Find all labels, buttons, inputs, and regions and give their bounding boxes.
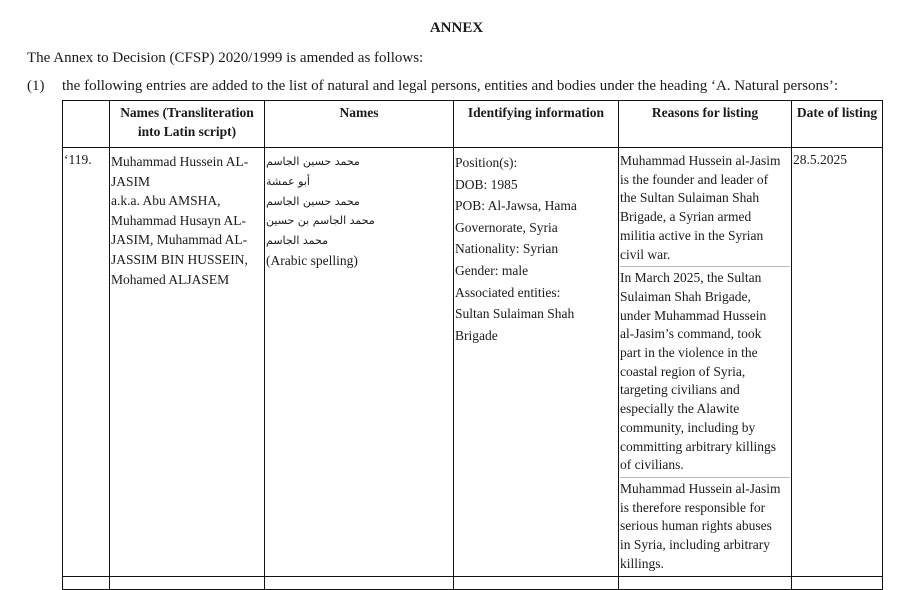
info-line: Nationality: Syrian bbox=[455, 241, 559, 257]
reason-line: In March 2025, the Sultan bbox=[620, 270, 762, 286]
reason-line: under Muhammad Hussein bbox=[620, 307, 767, 323]
name-line: JASIM bbox=[111, 173, 151, 189]
header-reasons: Reasons for listing bbox=[619, 101, 792, 148]
reasons bbox=[619, 148, 792, 577]
header-number bbox=[63, 101, 110, 148]
header-identifying-info: Identifying information bbox=[454, 101, 619, 148]
arabic-name-line: محمد الجاسم بن حسين bbox=[266, 214, 375, 228]
reason-line: serious human rights abuses bbox=[620, 518, 772, 534]
identifying-info bbox=[454, 148, 619, 577]
arabic-name-line: محمد الجاسم bbox=[266, 234, 329, 248]
reason-line: Muhammad Hussein al-Jasim bbox=[620, 153, 781, 168]
latin-names bbox=[110, 148, 265, 577]
item-number: (1) bbox=[27, 78, 45, 94]
reason-line: Sulaiman Shah Brigade, bbox=[620, 288, 751, 304]
info-line: Gender: male bbox=[455, 262, 529, 278]
item-text: the following entries are added to the list of natural and legal persons, entities and bodies under the heading ‘A. Natural persons’: bbox=[62, 78, 839, 94]
entry-number: ‘119. bbox=[63, 148, 110, 577]
arabic-names bbox=[265, 148, 454, 577]
reason-line: community, including by bbox=[620, 419, 756, 435]
reason-line: al-Jasim’s command, took bbox=[620, 326, 762, 342]
info-line: Position(s): bbox=[455, 155, 518, 170]
header-latin-names: Names (Transliteration into Latin script) bbox=[110, 101, 265, 148]
reason-paragraph bbox=[620, 477, 790, 574]
info-line: Associated entities: bbox=[455, 284, 561, 300]
name-line: Muhammad Husayn AL- bbox=[111, 212, 246, 228]
annex-title: ANNEX bbox=[429, 20, 484, 36]
sanctions-table bbox=[62, 100, 883, 590]
reason-line: is the founder and leader of bbox=[620, 171, 769, 187]
info-line: Brigade bbox=[455, 327, 498, 343]
header-names: Names bbox=[265, 101, 454, 148]
name-line: JASSIM BIN HUSSEIN, bbox=[111, 251, 248, 267]
info-line: Governorate, Syria bbox=[455, 219, 558, 235]
reason-line: part in the violence in the bbox=[620, 345, 758, 361]
reason-line: especially the Alawite bbox=[620, 401, 740, 417]
header-date: Date of listing bbox=[792, 101, 883, 148]
reason-line: coastal region of Syria, bbox=[620, 363, 746, 379]
table-row bbox=[63, 148, 883, 577]
name-line: a.k.a. Abu AMSHA, bbox=[111, 193, 221, 209]
name-line: JASIM, Muhammad AL- bbox=[111, 232, 248, 248]
arabic-name-line: أبو عمشة bbox=[266, 174, 310, 188]
amendment-item bbox=[27, 78, 838, 95]
reason-line: in Syria, including arbitrary bbox=[620, 537, 770, 553]
arabic-note: (Arabic spelling) bbox=[266, 252, 358, 268]
reason-line: militia active in the Syrian bbox=[620, 227, 764, 243]
reason-paragraph bbox=[620, 266, 790, 475]
reason-paragraph bbox=[620, 152, 790, 264]
reason-line: committing arbitrary killings bbox=[620, 438, 776, 454]
info-line: Sultan Sulaiman Shah bbox=[455, 306, 575, 322]
info-line: POB: Al-Jawsa, Hama bbox=[455, 198, 577, 214]
reason-line: Muhammad Hussein al-Jasim bbox=[620, 480, 781, 496]
arabic-name-line: محمد حسين الجاسم bbox=[266, 194, 360, 208]
reason-line: the Sultan Sulaiman Shah bbox=[620, 190, 760, 206]
listing-date: 28.5.2025 bbox=[792, 148, 883, 577]
name-line: Muhammad Hussein AL- bbox=[111, 154, 249, 169]
reason-line: of civilians. bbox=[620, 457, 684, 473]
reason-line: Brigade, a Syrian armed bbox=[620, 209, 752, 225]
name-line: Mohamed ALJASEM bbox=[111, 271, 230, 287]
header-row bbox=[63, 101, 883, 148]
reason-line: killings. bbox=[620, 555, 664, 571]
next-table-row bbox=[63, 577, 883, 590]
arabic-name-line: محمد حسين الجاسم bbox=[266, 155, 360, 168]
reason-line: civil war. bbox=[620, 246, 671, 262]
info-line: DOB: 1985 bbox=[455, 176, 518, 192]
reason-line: is therefore responsible for bbox=[620, 499, 766, 515]
intro-text: The Annex to Decision (CFSP) 2020/1999 is amended as follows: bbox=[27, 50, 424, 66]
reason-line: targeting civilians and bbox=[620, 382, 740, 398]
